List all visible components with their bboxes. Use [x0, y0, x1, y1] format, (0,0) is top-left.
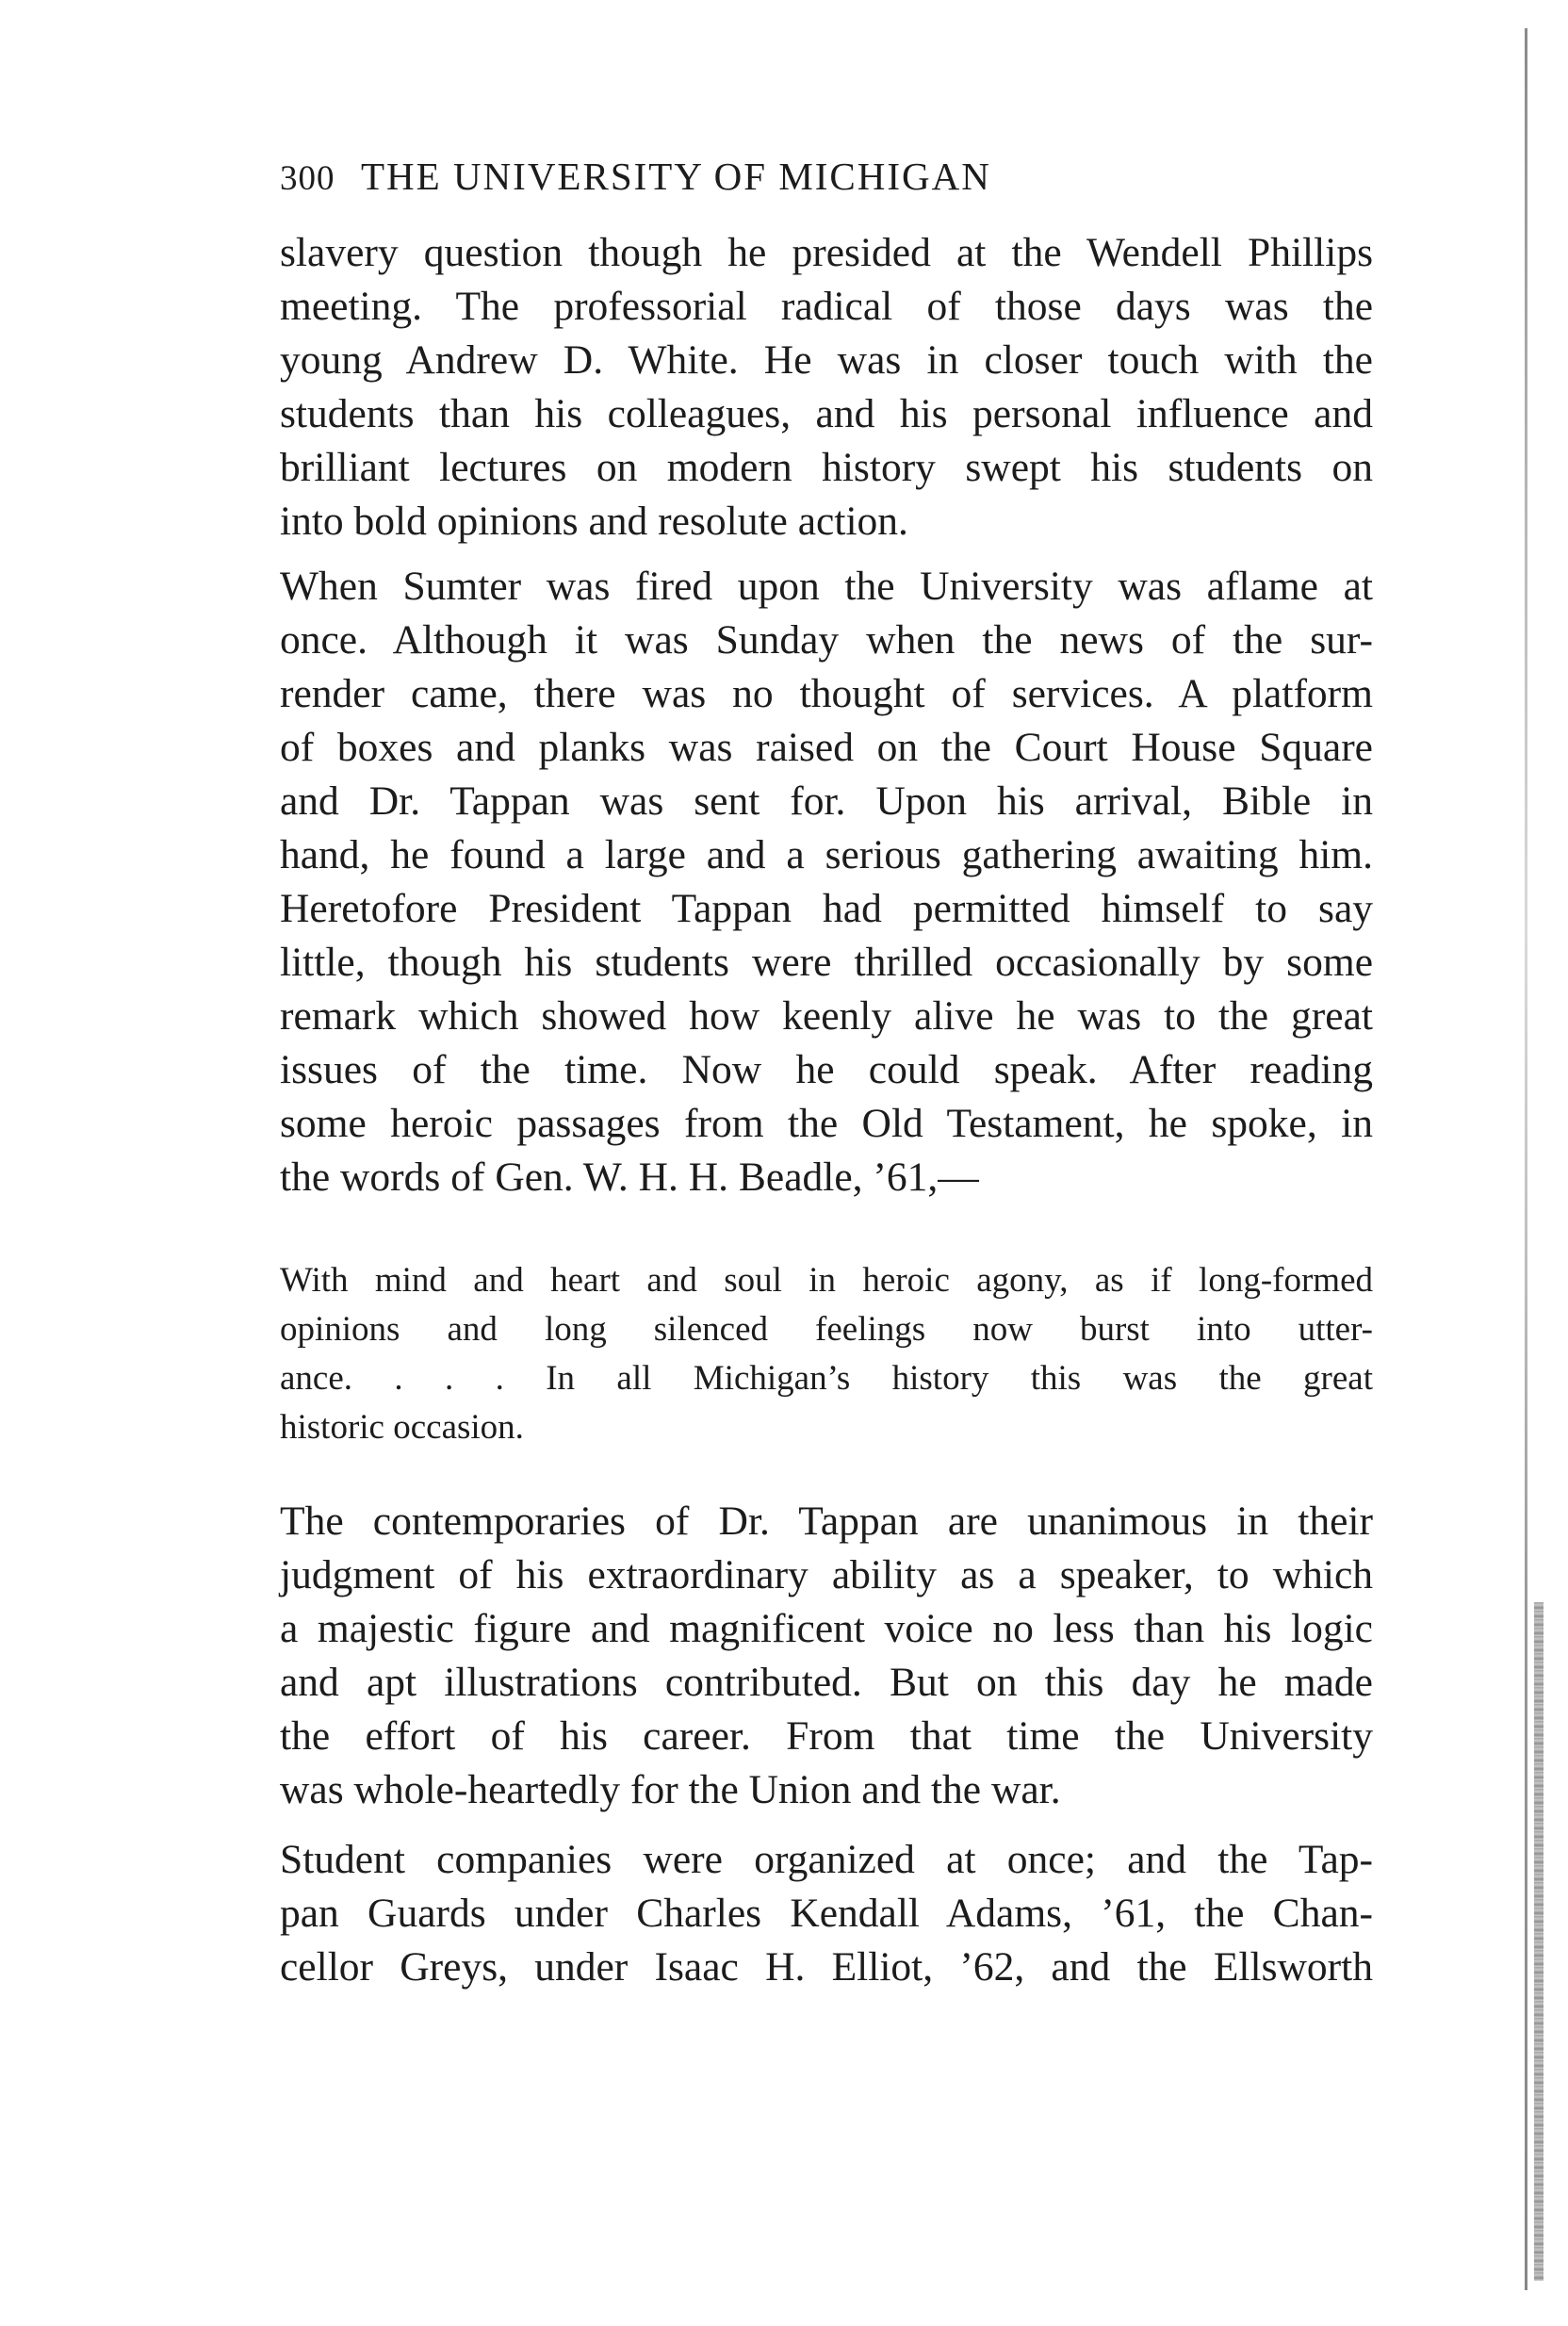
- text-line: once. Although it was Sunday when the news of the sur-: [280, 617, 1373, 663]
- text-line: Heretofore President Tappan had permitted himself to say: [280, 886, 1373, 931]
- quote-line: ance. . . . In all Michigan’s history this was the great: [280, 1359, 1373, 1398]
- paragraph-4: [280, 1833, 1373, 1994]
- block-quote: [280, 1256, 1373, 1452]
- text-line: into bold opinions and resolute action.: [280, 499, 908, 544]
- text-line: hand, he found a large and a serious gathering awaiting him.: [280, 832, 1373, 877]
- text-line: a majestic figure and magnificent voice no less than his logic: [280, 1606, 1373, 1651]
- text-line: and apt illustrations contributed. But on this day he made: [280, 1660, 1373, 1705]
- text-line: young Andrew D. White. He was in closer touch with the: [280, 337, 1373, 383]
- text-line: was whole-heartedly for the Union and the war.: [280, 1767, 1061, 1812]
- text-line: cellor Greys, under Isaac H. Elliot, ’62, and the Ellsworth: [280, 1944, 1373, 1990]
- text-line: little, though his students were thrilled occasionally by some: [280, 940, 1373, 985]
- text-line: The contemporaries of Dr. Tappan are unanimous in their: [280, 1499, 1373, 1544]
- quote-line: historic occasion.: [280, 1408, 524, 1447]
- paragraph-2: [280, 560, 1373, 1204]
- page-edge-shadow: [1525, 28, 1527, 2290]
- text-line: students than his colleagues, and his personal influence and: [280, 391, 1373, 436]
- text-line: render came, there was no thought of services. A platform: [280, 671, 1373, 716]
- text-line: slavery question though he presided at the Wendell Phillips: [280, 230, 1373, 275]
- text-line: of boxes and planks was raised on the Court House Square: [280, 725, 1373, 770]
- text-line: the effort of his career. From that time the University: [280, 1713, 1373, 1759]
- quote-line: With mind and heart and soul in heroic agony, as if long-formed: [280, 1261, 1373, 1300]
- paragraph-1: [280, 226, 1373, 549]
- text-line: remark which showed how keenly alive he was to the great: [280, 993, 1373, 1039]
- page-number: 300: [280, 159, 335, 198]
- text-line: issues of the time. Now he could speak. After reading: [280, 1047, 1373, 1092]
- quote-line: opinions and long silenced feelings now burst into utter-: [280, 1310, 1373, 1349]
- text-line: and Dr. Tappan was sent for. Upon his arrival, Bible in: [280, 778, 1373, 824]
- text-line: brilliant lectures on modern history swept his students on: [280, 445, 1373, 490]
- paragraph-3: [280, 1495, 1373, 1817]
- text-line: When Sumter was fired upon the University was aflame at: [280, 564, 1373, 609]
- text-line: pan Guards under Charles Kendall Adams, ’61, the Chan-: [280, 1891, 1373, 1936]
- text-line: meeting. The professorial radical of those days was the: [280, 284, 1373, 329]
- text-line: the words of Gen. W. H. H. Beadle, ’61,—: [280, 1155, 979, 1200]
- running-head: [280, 154, 1373, 210]
- text-line: judgment of his extraordinary ability as a speaker, to which: [280, 1552, 1373, 1597]
- text-line: Student companies were organized at once; and the Tap-: [280, 1837, 1373, 1882]
- book-title: THE UNIVERSITY OF MICHIGAN: [361, 155, 991, 198]
- text-line: some heroic passages from the Old Testament, he spoke, in: [280, 1101, 1373, 1146]
- page-edge-texture: [1534, 1602, 1544, 2281]
